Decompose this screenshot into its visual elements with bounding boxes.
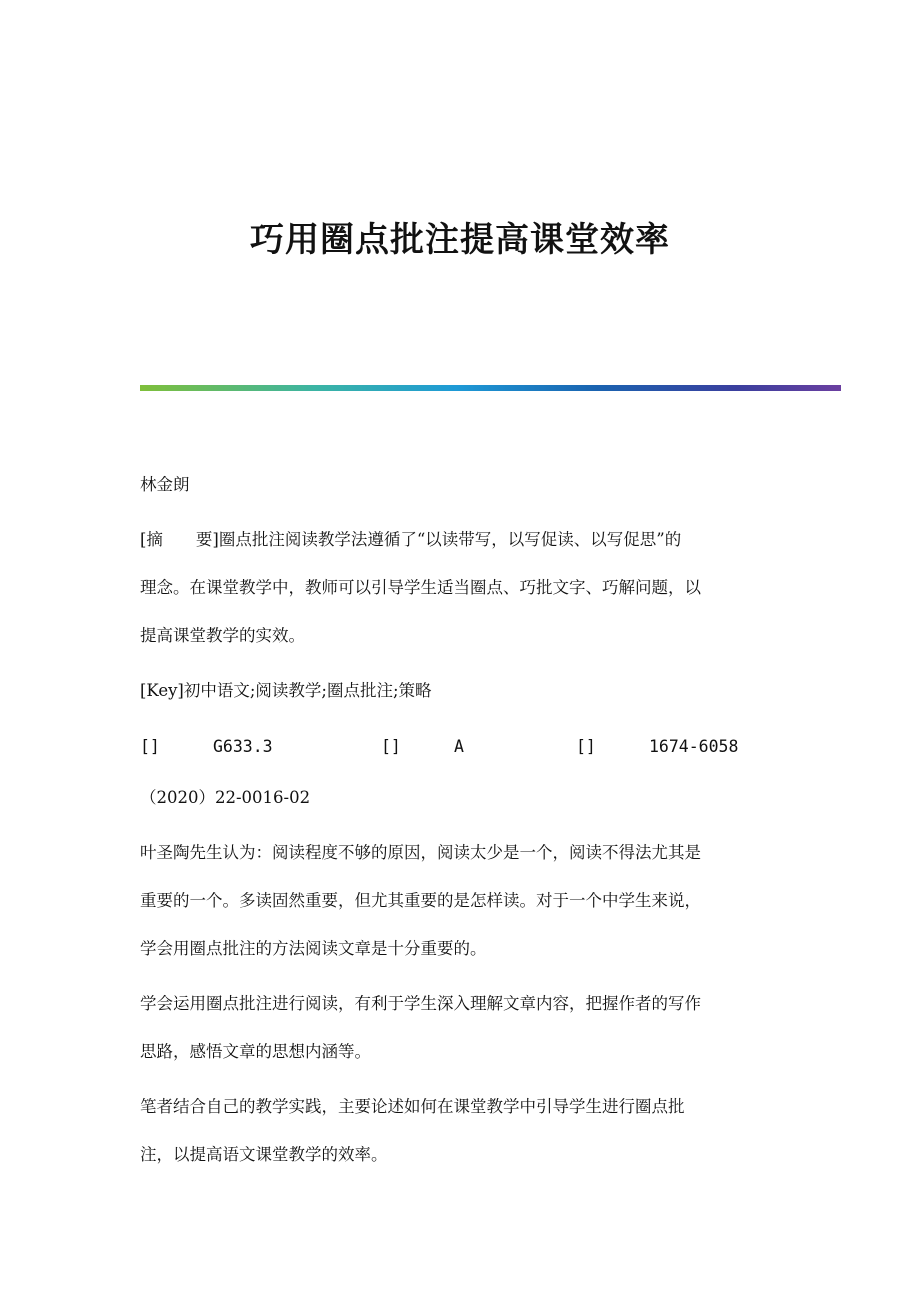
paragraph-2-line-1: 学会运用圈点批注进行阅读，有利于学生深入理解文章内容，把握作者的写作 [140, 994, 701, 1013]
document-title: 巧用圈点批注提高课堂效率 [250, 220, 670, 260]
gradient-divider [140, 385, 841, 391]
clc-bracket: [] [140, 737, 160, 756]
paragraph-1-line-2: 重要的一个。多读固然重要，但尤其重要的是怎样读。对于一个中学生来说， [140, 891, 701, 910]
abstract-line-2: 理念。在课堂教学中，教师可以引导学生适当圈点、巧批文字、巧解问题，以 [140, 578, 701, 597]
abstract-line-1: [摘 要]圈点批注阅读教学法遵循了“以读带写，以写促读、以写促思”的 [140, 530, 682, 549]
paragraph-3-line-1: 笔者结合自己的教学实践，主要论述如何在课堂教学中引导学生进行圈点批 [140, 1097, 685, 1116]
paragraph-1-line-1: 叶圣陶先生认为：阅读程度不够的原因，阅读太少是一个，阅读不得法尤其是 [140, 843, 701, 862]
author-name: 林金朗 [140, 475, 190, 494]
doc-code: A [454, 737, 464, 756]
paragraph-3-line-2: 注，以提高语文课堂教学的效率。 [140, 1145, 388, 1164]
paragraph-2-line-2: 思路，感悟文章的思想内涵等。 [140, 1042, 371, 1061]
keywords-line: [Key]初中语文;阅读教学;圈点批注;策略 [140, 681, 432, 700]
issn-number: 1674-6058 [649, 737, 739, 756]
article-number: （2020）22-0016-02 [140, 788, 311, 807]
paragraph-1-line-3: 学会用圈点批注的方法阅读文章是十分重要的。 [140, 939, 487, 958]
classification-row [140, 736, 820, 758]
clc-number: G633.3 [213, 737, 273, 756]
doc-code-bracket: [] [381, 737, 401, 756]
abstract-line-3: 提高课堂教学的实效。 [140, 626, 305, 645]
issn-bracket: [] [576, 737, 596, 756]
